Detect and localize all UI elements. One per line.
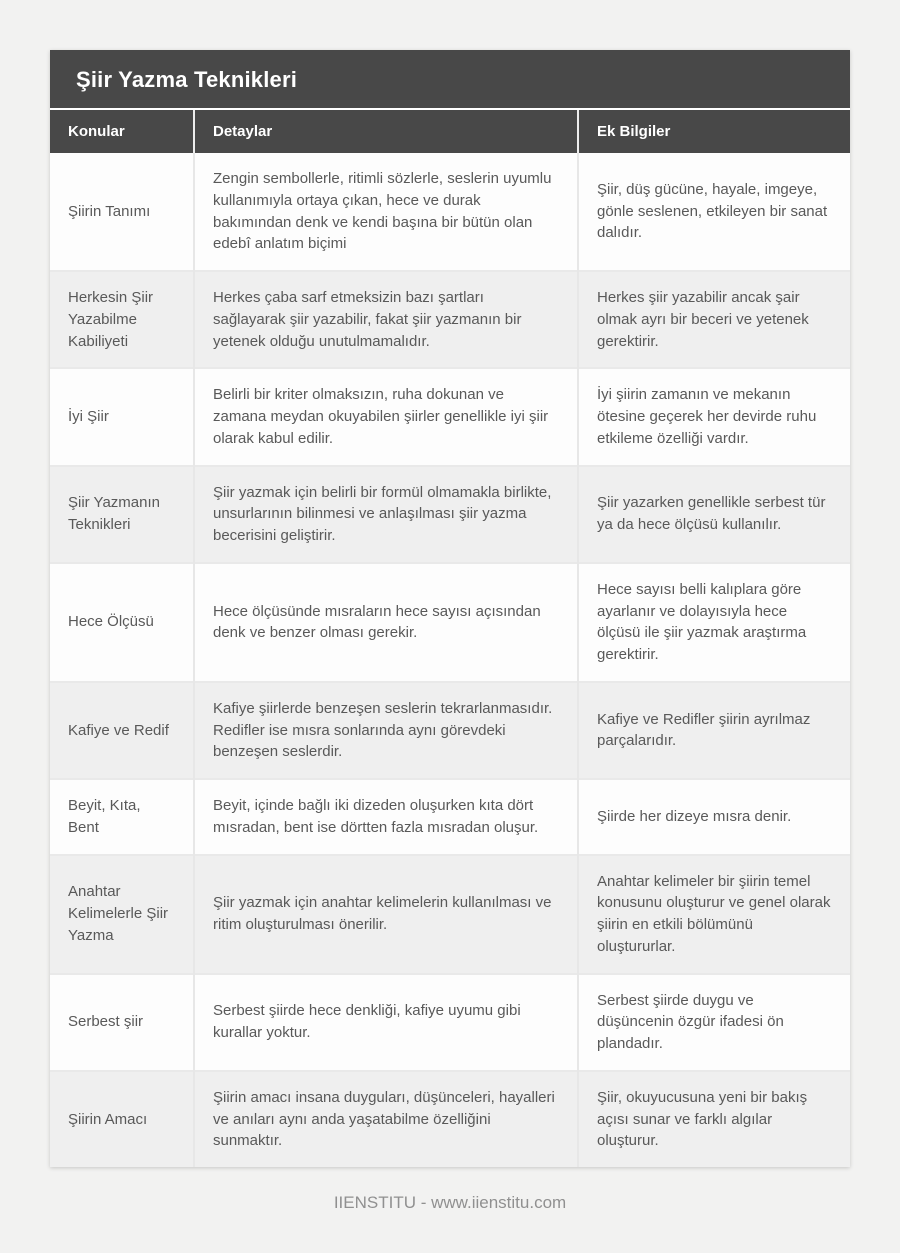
topic-cell: Şiirin Tanımı (68, 202, 151, 220)
details-cell: Zengin sembollerle, ritimli sözlerle, seslerin uyumlu kullanımıyla ortaya çıkan, hece ve durak bakımından denk ve kendi başına bir bütün olan edebî anlatım biçimi (194, 153, 578, 271)
topic-cell: İyi Şiir (50, 368, 194, 465)
extra-cell: Şiir, okuyucusuna yeni bir bakış açısı sunar ve farklı algılar oluşturur. (578, 1071, 850, 1167)
table-header (50, 110, 850, 153)
poetry-table (50, 110, 850, 1167)
topic-cell: Kafiye ve Redif (50, 682, 194, 779)
topic-cell: Beyit, Kıta, Bent (50, 779, 194, 855)
table-row (50, 974, 850, 1071)
details-cell: Şiir yazmak için anahtar kelimelerin kullanılması ve ritim oluşturulması önerilir. (194, 855, 578, 974)
extra-cell: Hece sayısı belli kalıplara göre ayarlanır ve dolayısıyla hece ölçüsü ile şiir yazmak araştırma gerektirir. (578, 563, 850, 682)
extra-cell: Serbest şiirde duygu ve düşüncenin özgür ifadesi ön plandadır. (578, 974, 850, 1071)
details-cell: Serbest şiirde hece denkliği, kafiye uyumu gibi kurallar yoktur. (194, 974, 578, 1071)
details-cell: Kafiye şiirlerde benzeşen seslerin tekrarlanmasıdır. Redifler ise mısra sonlarında aynı görevdeki benzeşen seslerdir. (194, 682, 578, 779)
extra-cell: Herkes şiir yazabilir ancak şair olmak ayrı bir beceri ve yetenek gerektirir. (578, 271, 850, 368)
table-row (50, 563, 850, 682)
details-cell: Şiir yazmak için belirli bir formül olmamakla birlikte, unsurlarının bilinmesi ve anlaşılması şiir yazma becerisini geliştirir. (194, 466, 578, 563)
details-cell: Hece ölçüsünde mısraların hece sayısı açısından denk ve benzer olması gerekir. (194, 563, 578, 682)
column-header-extra: Ek Bilgiler (578, 110, 850, 153)
header-row (50, 110, 850, 153)
extra-cell: İyi şiirin zamanın ve mekanın ötesine geçerek her devirde ruhu etkileme özelliği vardır. (578, 368, 850, 465)
table-row (50, 153, 850, 271)
details-cell: Şiirin amacı insana duyguları, düşünceleri, hayalleri ve anıları aynı anda yaşatabilme özelliğini sunmaktır. (194, 1071, 578, 1167)
topic-cell: Herkesin Şiir Yazabilme Kabiliyeti (50, 271, 194, 368)
column-header-details: Detaylar (194, 110, 578, 153)
column-header-topics: Konular (50, 110, 194, 153)
poetry-table-card (50, 50, 850, 1167)
topic-cell: Şiir Yazmanın Teknikleri (50, 466, 194, 563)
extra-cell: Kafiye ve Redifler şiirin ayrılmaz parçalarıdır. (578, 682, 850, 779)
table-row (50, 368, 850, 465)
topic-cell: Anahtar Kelimelerle Şiir Yazma (50, 855, 194, 974)
extra-cell: Şiirde her dizeye mısra denir. (578, 779, 850, 855)
details-cell: Beyit, içinde bağlı iki dizeden oluşurken kıta dört mısradan, bent ise dörtten fazla mısradan oluşur. (194, 779, 578, 855)
details-cell: Belirli bir kriter olmaksızın, ruha dokunan ve zamana meydan okuyabilen şiirler genellikle iyi şiir olarak kabul edilir. (194, 368, 578, 465)
table-row (50, 466, 850, 563)
details-cell: Herkes çaba sarf etmeksizin bazı şartları sağlayarak şiir yazabilir, fakat şiir yazmanın bir yetenek olduğu unutulmamalıdır. (194, 271, 578, 368)
topic-cell: Hece Ölçüsü (50, 563, 194, 682)
footer-branding: IIENSTITU - www.iienstitu.com (333, 1193, 567, 1212)
extra-cell: Şiir, düş gücüne, hayale, imgeye, gönle seslenen, etkileyen bir sanat dalıdır. (578, 153, 850, 271)
table-row (50, 779, 850, 855)
extra-cell: Anahtar kelimeler bir şiirin temel konusunu oluşturur ve genel olarak şiirin en etkili bölümünü oluştururlar. (578, 855, 850, 974)
table-row (50, 1071, 850, 1167)
topic-cell: Şiirin Amacı (50, 1071, 194, 1167)
topic-cell: Serbest şiir (50, 974, 194, 1071)
table-row (50, 682, 850, 779)
extra-cell: Şiir yazarken genellikle serbest tür ya da hece ölçüsü kullanılır. (578, 466, 850, 563)
table-row (50, 855, 850, 974)
table-row (50, 271, 850, 368)
page-title: Şiir Yazma Teknikleri (50, 50, 850, 110)
table-body (50, 153, 850, 1167)
